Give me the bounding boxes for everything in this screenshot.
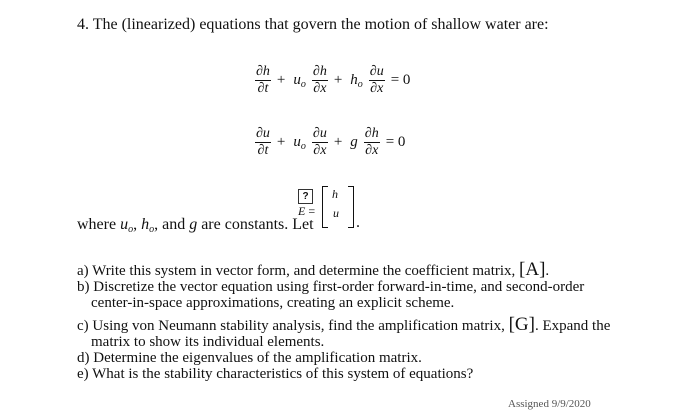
eq2-rhs: = 0 bbox=[385, 134, 406, 150]
question-title: 4. The (linearized) equations that govern the motion of shallow water are: bbox=[77, 16, 549, 33]
right-bracket bbox=[348, 186, 354, 228]
equals-sign: = bbox=[308, 204, 316, 218]
constants-definition: where $u_o$, $h_o$, and g are constants. Let bbox=[77, 216, 314, 235]
equation-2: $\frac{\partial u}{\partial t}$ + $u_o$ $\frac{\partial u}{\partial x}$ + g $\frac{\partial h}{\partial x}$ = 0 bbox=[256, 126, 406, 158]
vector-period: . bbox=[356, 214, 360, 231]
eq1-dh-dt: $\frac{\partial h}{\partial t}$ bbox=[256, 64, 270, 96]
eq2-du-dt: $\frac{\partial u}{\partial t}$ bbox=[256, 126, 270, 158]
left-bracket bbox=[322, 186, 328, 228]
eq1-rhs: = 0 bbox=[390, 72, 411, 88]
part-d: d) Determine the eigenvalues of the amplification matrix. bbox=[77, 350, 422, 366]
eq1-dh-dx: $\frac{\partial h}{\partial x}$ bbox=[312, 64, 327, 96]
broken-image-icon: ? bbox=[298, 189, 313, 204]
part-b-line2: center-in-space approximations, creating an explicit scheme. bbox=[91, 295, 455, 311]
vector-E-label: E bbox=[298, 204, 306, 218]
vector-entry-u: u bbox=[333, 206, 339, 220]
eq1-coef-h: $h_o$ bbox=[350, 71, 363, 90]
eq2-du-dx: $\frac{\partial u}{\partial x}$ bbox=[312, 126, 327, 158]
eq2-dh-dx: $\frac{\partial h}{\partial x}$ bbox=[364, 126, 379, 158]
vector-E-definition bbox=[298, 188, 315, 219]
part-c: c) Using von Neumann stability analysis, find the amplification matrix, [G]. Expand the bbox=[77, 314, 611, 335]
assigned-date: Assigned 9/9/2020 bbox=[508, 398, 591, 410]
eq1-coef-u: $u_o$ bbox=[293, 71, 306, 90]
eq2-coef-g: g bbox=[350, 134, 358, 150]
eq1-du-dx: $\frac{\partial u}{\partial x}$ bbox=[369, 64, 384, 96]
eq2-coef-u: $u_o$ bbox=[293, 133, 306, 152]
part-b: b) Discretize the vector equation using first-order forward-in-time, and second-order bbox=[77, 279, 585, 295]
part-a: a) Write this system in vector form, and determine the coefficient matrix, [A]. bbox=[77, 259, 550, 280]
part-e: e) What is the stability characteristics of this system of equations? bbox=[77, 366, 474, 382]
equation-1: $\frac{\partial h}{\partial t}$ + $u_o$ $\frac{\partial h}{\partial x}$ + $h_o$ $\frac{\partial u}{\partial x}$ = 0 bbox=[256, 64, 411, 96]
vector-hu bbox=[322, 186, 354, 226]
question-parts bbox=[77, 259, 611, 382]
vector-entry-h: h bbox=[332, 187, 338, 201]
part-c-line2: matrix to show its individual elements. bbox=[91, 334, 325, 350]
